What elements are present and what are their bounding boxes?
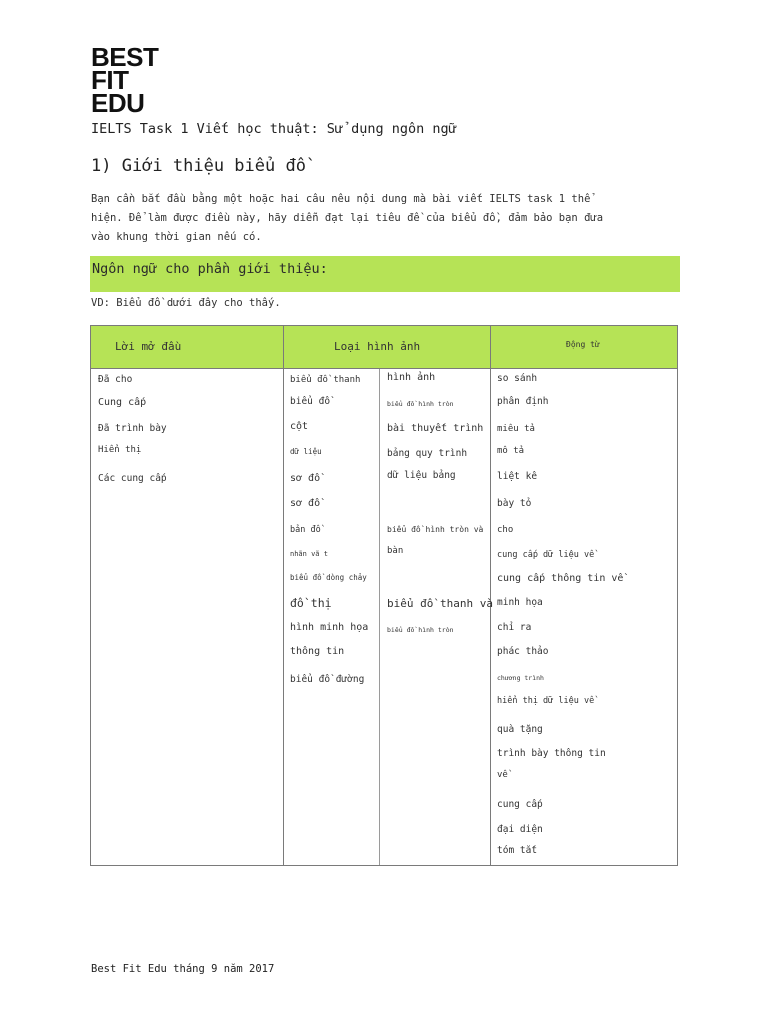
table-cell: biểu đồ hình tròn và	[387, 525, 484, 534]
table-cell: mô tả	[497, 446, 525, 456]
column-divider	[490, 326, 491, 865]
table-cell: hiển thị dữ liệu về	[497, 696, 595, 706]
table-cell: cho	[497, 525, 514, 535]
table-cell: hình minh họa	[290, 622, 369, 633]
vocabulary-table	[90, 325, 678, 866]
logo-line-best: BEST	[91, 42, 159, 72]
intro-paragraph	[91, 190, 631, 247]
table-cell: thông tin	[290, 646, 345, 657]
table-cell: về	[497, 770, 508, 780]
table-cell: cung cấp	[497, 799, 543, 810]
table-cell: biểu đồ hình tròn	[387, 400, 454, 408]
table-cell: bài thuyết trình	[387, 423, 484, 434]
table-cell: bàn	[387, 546, 404, 556]
column-divider	[283, 326, 284, 865]
intro-line: Bạn cần bắt đầu bằng một hoặc hai câu nêu nội dung mà bài viết IELTS task 1 thể	[91, 193, 591, 205]
table-cell: sơ đồ	[290, 473, 321, 484]
header-image-type: Loại hình ảnh	[334, 340, 421, 353]
table-cell: phân định	[497, 396, 549, 407]
table-cell: Các cung cấp	[98, 473, 167, 484]
table-cell: Đã cho	[98, 374, 133, 385]
table-cell: nhãn vã t	[290, 550, 328, 558]
table-cell: miêu tả	[497, 424, 535, 434]
table-cell: đồ thị	[290, 596, 332, 610]
table-cell: bảng quy trình	[387, 448, 468, 459]
table-cell: dữ liệu bảng	[387, 470, 456, 481]
header-opening-words: Lời mở đầu	[115, 340, 182, 353]
table-cell: biểu đồ đường	[290, 674, 365, 685]
table-cell: biểu đồ	[290, 396, 331, 407]
table-cell: tóm tắt	[497, 845, 538, 856]
table-cell: đại diện	[497, 824, 543, 835]
table-cell: trình bày thông tin	[497, 748, 606, 759]
table-cell: biểu đồ thanh	[290, 375, 361, 385]
logo-line-fit: FIT	[91, 65, 129, 95]
table-cell: chương trình	[497, 674, 544, 682]
example-line: VD: Biểu đồ dưới đây cho thấy.	[91, 297, 281, 309]
intro-line: vào khung thời gian nếu có.	[91, 231, 262, 243]
column-divider	[379, 369, 380, 865]
table-cell: quà tặng	[497, 724, 543, 735]
logo-line-edu: EDU	[91, 88, 145, 118]
section-heading: 1) Giới thiệu biểu đồ	[91, 156, 306, 176]
table-cell: hình ảnh	[387, 372, 436, 383]
table-cell: cung cấp thông tin về	[497, 573, 624, 584]
table-cell: biểu đồ thanh và	[387, 597, 493, 610]
table-cell: chỉ ra	[497, 622, 532, 633]
table-cell: biểu đồ hình tròn	[387, 626, 454, 634]
table-cell: bản đồ	[290, 525, 321, 535]
table-cell: sơ đồ	[290, 498, 321, 509]
table-cell: liệt kê	[497, 471, 538, 482]
header-verbs: Động từ	[566, 340, 600, 349]
table-cell: cung cấp dữ liệu về	[497, 550, 595, 560]
document-title: IELTS Task 1 Viết học thuật: Sử dụng ngôn ngữ	[91, 121, 457, 137]
table-cell: dữ liệu	[290, 447, 322, 456]
brand-logo	[91, 42, 159, 118]
band-heading: Ngôn ngữ cho phần giới thiệu:	[92, 261, 328, 277]
table-cell: Đã trình bày	[98, 423, 167, 434]
table-cell: Hiển thị	[98, 445, 142, 455]
highlight-band	[90, 256, 680, 292]
table-cell: minh họa	[497, 597, 543, 608]
table-cell: phác thảo	[497, 646, 549, 657]
table-cell: Cung cấp	[98, 397, 147, 408]
table-cell: biểu đồ dòng chảy	[290, 573, 367, 582]
table-cell: cột	[290, 421, 309, 432]
intro-line: hiện. Để làm được điều này, hãy diễn đạt lại tiêu đề của biểu đồ, đảm bảo bạn đưa	[91, 212, 604, 224]
table-cell: so sánh	[497, 373, 538, 384]
page-footer: Best Fit Edu tháng 9 năm 2017	[91, 963, 275, 975]
table-cell: bày tỏ	[497, 498, 532, 509]
